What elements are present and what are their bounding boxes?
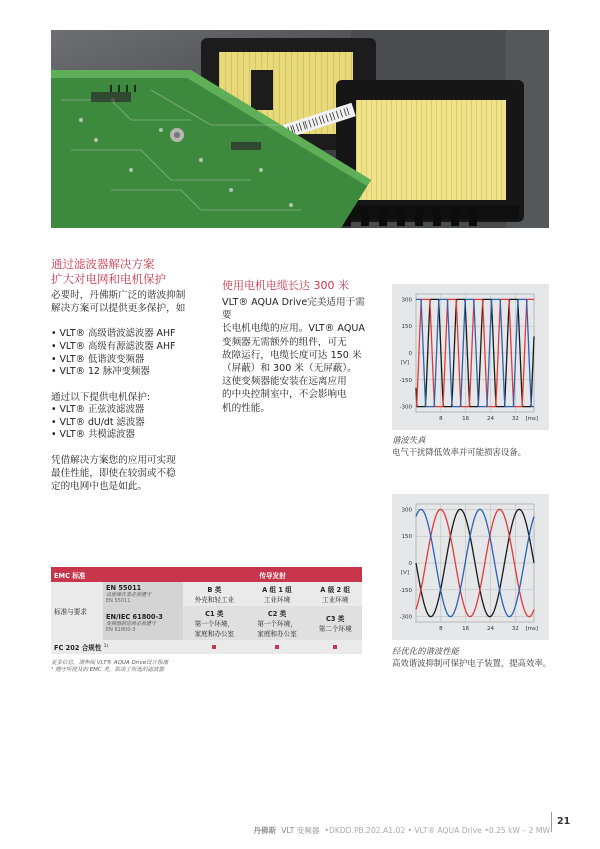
list-item: • VLT® 高级谐波滤波器 AHF	[51, 328, 176, 340]
y-axis-label: [V]	[400, 360, 410, 366]
table-cell: A 级 2 组 工业环境	[308, 582, 362, 606]
std1-desc: 设施操作者必须遵守	[106, 592, 152, 598]
list-item: • VLT® 高级有源滤波器 AHF	[51, 341, 176, 352]
middle-line: 机的性能。	[222, 402, 270, 414]
middle-line: 故障运行，电缆长度可达 150 米	[222, 349, 362, 361]
compliance-mark	[183, 640, 246, 654]
chart-1-caption-title: 谐波失真	[392, 435, 426, 445]
chart-svg	[392, 494, 549, 640]
y-tick-label: 150	[401, 534, 412, 541]
footer-rest: •DKDD.PB.202.A1.02 • VLT® AQUA Drive •0.25 kW – 2 MW	[324, 826, 550, 835]
compliance-mark	[308, 640, 362, 654]
y-tick-label: -300	[399, 404, 412, 411]
table-notes	[51, 660, 362, 674]
emc-table	[51, 567, 362, 654]
y-tick-label: -150	[399, 377, 412, 384]
middle-line: 的中央控制室中，不会影响电	[222, 389, 347, 401]
middle-line: 长电机电缆的应用。VLT® AQUA	[222, 323, 365, 335]
row-label: 标准与要求	[51, 582, 103, 640]
left-column	[51, 257, 201, 493]
footer-brand: 丹佛斯	[253, 826, 277, 835]
table-cell: C3 类 第二个环境	[308, 606, 362, 640]
table-cell: B 类 外壳和轻工业	[183, 582, 246, 606]
chart-optimized-harmonics	[392, 494, 549, 640]
chart-1-caption	[392, 434, 562, 458]
chart-2-caption-text: 高效谐波抑制可保护电子装置，提高效率。	[392, 658, 552, 668]
emc-head-right: 传导发射	[183, 567, 362, 582]
footer	[230, 818, 550, 837]
x-axis-label: [ms]	[525, 626, 538, 632]
closing-line-3: 定的电网中也是如此。	[51, 481, 147, 493]
list-item: • VLT® 低谐波变频器	[51, 353, 145, 365]
closing-line-2: 最佳性能，即使在较弱或不稳	[51, 467, 176, 479]
filter-list	[51, 404, 201, 442]
compliance-sup: 1)	[103, 643, 109, 649]
x-tick-label: 24	[487, 416, 495, 422]
table-note-1: 更多信息，请参阅 VLT® AQUA Drive设计指南	[51, 660, 169, 666]
solution-list	[51, 328, 201, 378]
chart-svg	[392, 284, 549, 430]
footer-product: VLT 变频器	[281, 826, 320, 835]
y-axis-label: [V]	[400, 570, 410, 576]
y-tick-label: 300	[401, 297, 412, 304]
chart-2-caption-title: 经优化的谐波性能	[392, 646, 459, 656]
table-cell: C1 类 第一个环境， 家庭和办公室	[183, 606, 246, 640]
x-tick-label: 8	[439, 416, 443, 422]
middle-text	[222, 296, 372, 415]
std2-name: EN/IEC 61800-3	[106, 613, 163, 621]
x-tick-label: 8	[439, 626, 443, 632]
std2-sub: EN 61800-3	[106, 627, 136, 633]
left-intro-line-1: 必要时，丹佛斯广泛的谐波抑制	[51, 290, 186, 301]
list-item: • VLT® 共模滤波器	[51, 429, 135, 441]
y-tick-label: -300	[399, 614, 412, 621]
chart-2-caption	[392, 645, 562, 669]
middle-column	[222, 278, 372, 415]
emc-table-wrapper	[51, 567, 362, 674]
chart-harmonic-distortion	[392, 284, 549, 430]
y-tick-label: 300	[401, 507, 412, 514]
compliance-mark	[246, 640, 309, 654]
std2-cell	[103, 606, 183, 640]
drive-components-photo	[51, 30, 549, 228]
table-cell: C2 类 第一个环境， 家庭和办公室	[246, 606, 309, 640]
table-cell: A 组 1 组 工业环境	[246, 582, 309, 606]
middle-heading: 使用电机电缆长达 300 米	[222, 279, 349, 292]
middle-line: 这使变频器能安装在远离应用	[222, 376, 347, 388]
x-tick-label: 16	[462, 626, 470, 632]
page-number: 21	[557, 816, 571, 827]
x-axis-label: [ms]	[525, 416, 538, 422]
middle-line: （屏蔽）和 300 米（无屏蔽）。	[222, 363, 357, 375]
middle-line: VLT® AQUA Drive完美适用于需要	[222, 297, 365, 322]
table-note-2: ¹ 遵守所提及的 EMC 类，取决于所选的滤波器	[51, 667, 165, 673]
list-item: • VLT® 12 脉冲变频器	[51, 366, 150, 378]
y-tick-label: 0	[408, 561, 412, 567]
std1-name: EN 55011	[106, 584, 142, 592]
x-tick-label: 16	[462, 416, 470, 422]
compliance-label-cell	[51, 640, 183, 654]
protect-intro: 通过以下提供电机保护:	[51, 391, 151, 403]
x-tick-label: 32	[511, 626, 519, 632]
x-tick-label: 32	[511, 416, 519, 422]
std1-cell	[103, 582, 183, 606]
footer-divider	[551, 812, 552, 832]
middle-line: 变频器无需额外的组件，可无	[222, 336, 347, 348]
closing-line-1: 凭借解决方案您的应用可实现	[51, 454, 176, 466]
left-heading-line-2: 扩大对电网和电机保护	[51, 272, 166, 286]
left-heading-line-1: 通过滤波器解决方案	[51, 257, 155, 271]
compliance-label: FC 202 合规性	[54, 644, 102, 652]
chart-1-caption-text: 电气干扰降低效率并可能损害设备。	[392, 447, 526, 457]
std2-desc: 变频器制造商必须遵守	[106, 621, 157, 627]
list-item: • VLT® dU/dt 滤波器	[51, 416, 145, 428]
emc-head-left: EMC 标准	[51, 567, 183, 582]
x-tick-label: 24	[487, 626, 495, 632]
std1-sub: EN 55011	[106, 598, 131, 604]
y-tick-label: 0	[408, 351, 412, 357]
y-tick-label: 150	[401, 324, 412, 331]
list-item: • VLT® 正弦波滤波器	[51, 403, 145, 415]
y-tick-label: -150	[399, 587, 412, 594]
left-intro-line-2: 解决方案可以提供更多保护，如	[51, 303, 186, 315]
